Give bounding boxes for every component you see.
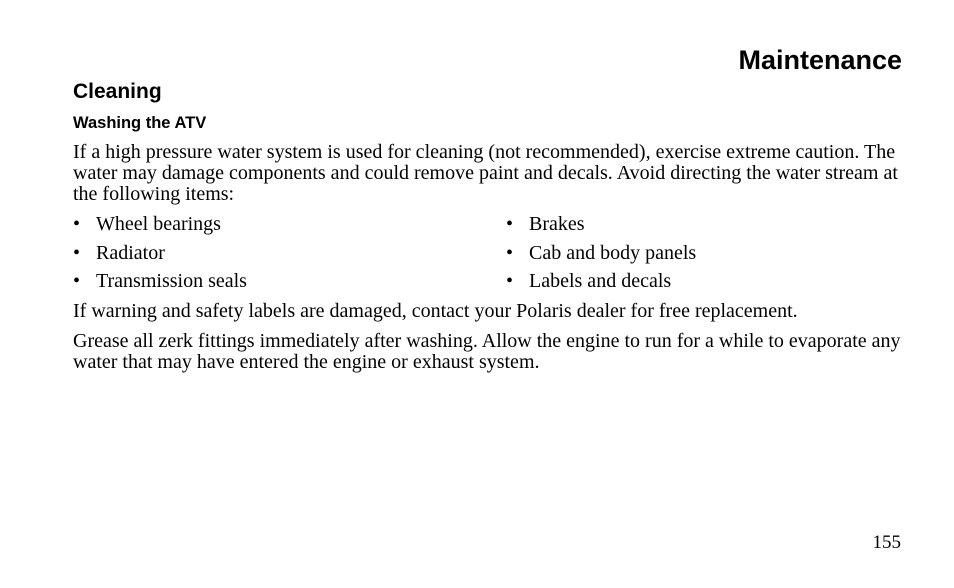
list-item [506, 241, 903, 270]
list-item-label: Cab and body panels [529, 241, 697, 264]
subsection-heading-washing: Washing the ATV [73, 114, 207, 132]
warning-labels-paragraph: If warning and safety labels are damaged, contact your Polaris dealer for free replacement. [73, 300, 798, 322]
bullet-mark: • [506, 241, 514, 264]
bullet-mark: • [73, 270, 81, 292]
list-item-label: Wheel bearings [96, 213, 221, 235]
list-item-label: Transmission seals [96, 270, 247, 292]
list-item [73, 212, 506, 241]
bullet-mark: • [73, 213, 81, 235]
list-item-label: Radiator [96, 241, 165, 264]
bullet-mark: • [506, 213, 514, 235]
page-number: 155 [872, 532, 901, 553]
bullet-list [73, 212, 903, 298]
section-heading-cleaning: Cleaning [73, 80, 162, 103]
list-item [73, 241, 506, 270]
bullet-mark: • [506, 270, 514, 292]
grease-paragraph: Grease all zerk fittings immediately after washing. Allow the engine to run for a while to evaporate any water that may have entered the engine or exhaust system. [73, 330, 901, 373]
list-item-label: Brakes [529, 213, 585, 235]
list-item [506, 212, 903, 241]
list-item [73, 269, 506, 298]
list-item [506, 269, 903, 298]
intro-paragraph: If a high pressure water system is used for cleaning (not recommended), exercise extreme caution. The water may damage components and could remove paint and decals. Avoid directing the water stream at the following items: [73, 141, 898, 205]
chapter-title: Maintenance [738, 45, 902, 75]
bullet-mark: • [73, 241, 81, 264]
list-item-label: Labels and decals [529, 270, 672, 292]
